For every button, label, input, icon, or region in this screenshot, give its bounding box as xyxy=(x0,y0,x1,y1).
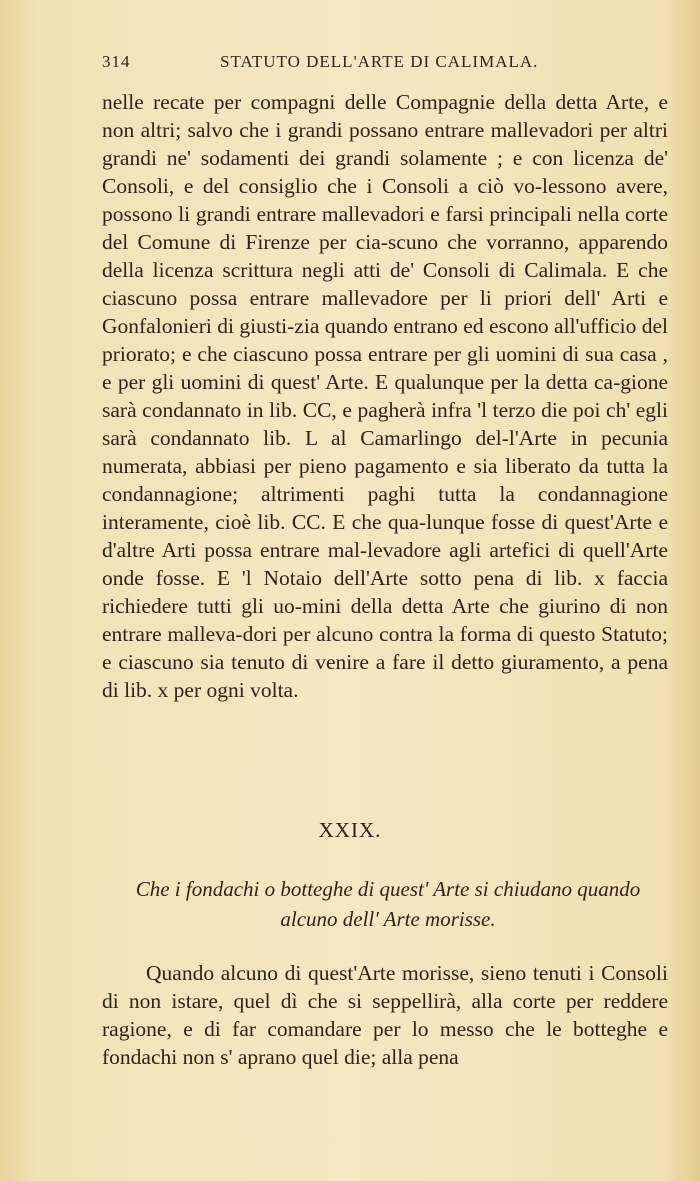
chapter-title: Che i fondachi o botteghe di quest' Arte si chiudano quando alcuno dell' Arte morisse. xyxy=(135,877,641,931)
chapter-number: XXIX. xyxy=(318,818,382,842)
page-number: 314 xyxy=(102,52,131,71)
paragraph-chapter-text: Quando alcuno di quest'Arte morisse, sieno tenuti i Consoli di non istare, quel dì che si seppellirà, alla corte per reddere ragione, e di far comandare per lo messo che le botteghe e fondachi non s' aprano quel die; alla pena xyxy=(102,961,668,1069)
running-head xyxy=(102,52,582,76)
running-title: STATUTO DELL'ARTE DI CALIMALA. xyxy=(220,52,539,71)
paragraph-statute-text: nelle recate per compagni delle Compagnie della detta Arte, e non altri; salvo che i grandi possano entrare mallevadori per altri grandi ne' sodamenti dei grandi solamente ; e con licenza de' Consoli, e del consiglio che i Consoli a ciò vo-lessono avere, possono li grandi entrare mallevadori e farsi principali nella corte del Comune di Firenze per cia-scuno che vorranno, apparendo della licenza scrittura negli atti de' Consoli di Calimala. E che ciascuno possa entrare mallevadore per li priori dell' Arti e Gonfalonieri di giusti-zia quando entrano ed escono all'ufficio del priorato; e che ciascuno possa entrare per gli uomini di sua casa , e per gli uomini di quest' Arte. E qualunque per la detta ca-gione sarà condannato in lib. CC, e pagherà infra 'l terzo die poi ch' egli sarà condannato lib. L al Camarlingo del-l'Arte in pecunia numerata, abbiasi per pieno pagamento e sia liberato da tutta la condannagione; altrimenti paghi tutta la condannagione interamente, cioè lib. CC. E che qua-lunque fosse di quest'Arte e d'altre Arti possa entrare mal-levadore agli artefici di quell'Arte onde fosse. E 'l Notaio dell'Arte sotto pena di lib. x faccia richiedere tutti gli uo-mini della detta Arte che giurino di non entrare malleva-dori per alcuno contra la forma di questo Statuto; e ciascuno sia tenuto di venire a fare il detto giuramento, a pena di lib. x per ogni volta. xyxy=(102,90,668,702)
